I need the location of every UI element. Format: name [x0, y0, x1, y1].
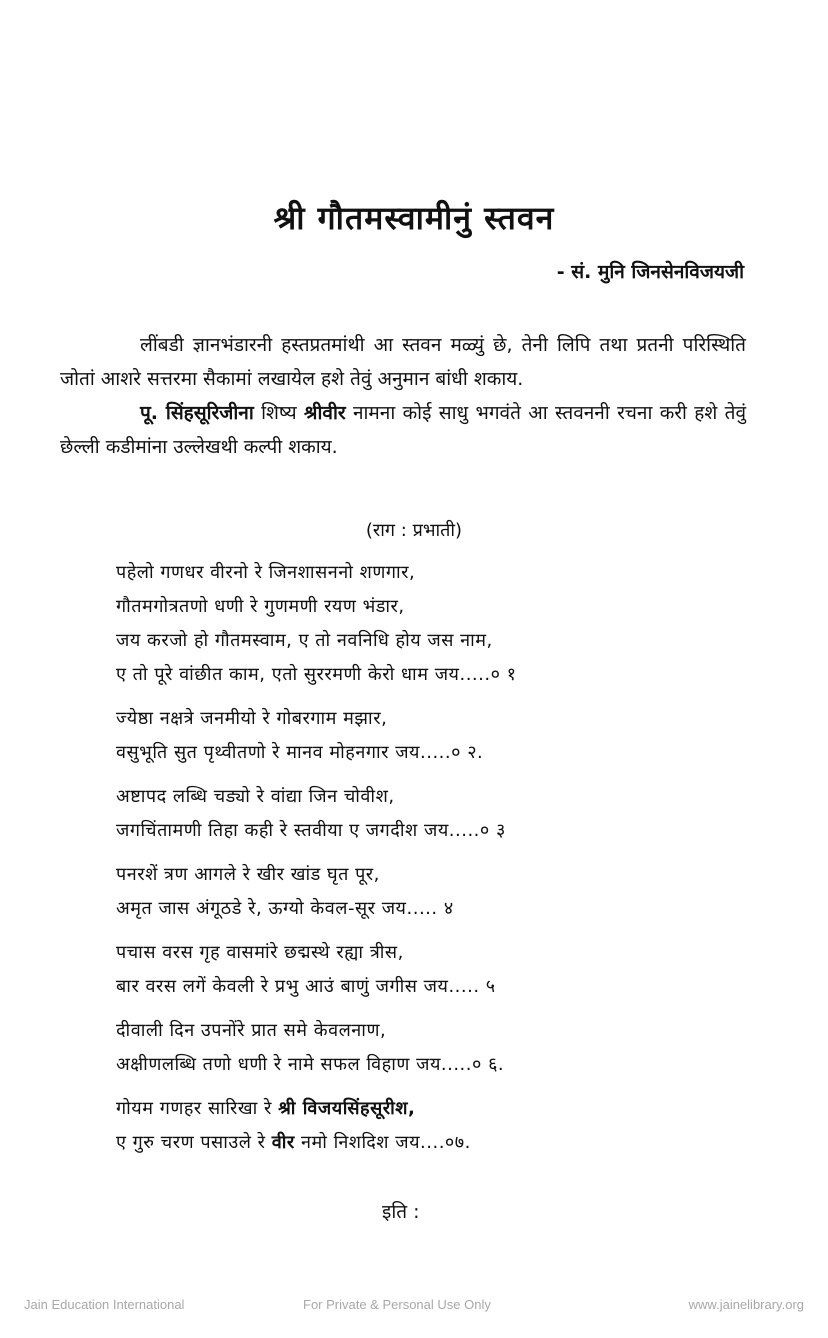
intro-text	[60, 328, 746, 464]
verse-line: जय करजो हो गौतमस्वाम, ए तो नवनिधि होय जस नाम,	[116, 630, 493, 651]
footer-publisher: Jain Education International	[24, 1297, 185, 1312]
verse-line: पनरशें त्रण आगले रे खीर खांड घृत पूर,	[116, 864, 380, 885]
footer-usage-notice: For Private & Personal Use Only	[303, 1297, 491, 1312]
intro-paragraph-2: पू. सिंहसूरिजीना शिष्य श्रीवीर नामना कोई साधु भगवंते आ स्तवननी रचना करी हशे तेवुं छेल्ली कडीमांना उल्लेखथी कल्पी शकाय.	[60, 402, 747, 458]
verse-line: वसुभूति सुत पृथ्वीतणो रे मानव मोहनगार जय.....० २.	[116, 742, 484, 763]
verse-line: अमृत जास अंगूठडे रे, ऊग्यो केवल-सूर जय..... ४	[116, 898, 454, 919]
stanza-4	[116, 858, 756, 926]
verse-line: बार वरस लगें केवली रे प्रभु आउं बाणुं जगीस जय..... ५	[116, 976, 496, 997]
stanza-2	[116, 702, 756, 770]
verse-line: अक्षीणलब्धि तणो धणी रे नामे सफल विहाण जय.....० ६.	[116, 1054, 505, 1075]
verse-line: गौतमगोत्रतणो धणी रे गुणमणी रयण भंडार,	[116, 596, 405, 617]
page-footer	[0, 1297, 828, 1317]
stanza-6	[116, 1014, 756, 1082]
verse-line: पचास वरस गृह वासमांरे छद्मस्थे रह्या त्रीस,	[116, 942, 404, 963]
stanza-3	[116, 780, 756, 848]
intro-paragraph-1: लींबडी ज्ञानभंडारनी हस्तप्रतमांथी आ स्तवन मळ्युं छे, तेनी लिपि तथा प्रतनी परिस्थिति जोतां आशरे सत्तरमा सैकामां लखायेल हशे तेवुं अनुमान बांधी शकाय.	[60, 334, 746, 390]
verse-line: ए गुरु चरण पसाउले रे वीर नमो निशदिश जय....०७.	[116, 1132, 471, 1153]
author-credit: - सं. मुनि जिनसेनविजयजी	[556, 261, 744, 283]
acharya-name: श्री विजयसिंहसूरीश,	[278, 1098, 416, 1119]
raga-label: (राग : प्रभाती)	[365, 520, 463, 541]
verse-line: गोयम गणहर सारिखा रे श्री विजयसिंहसूरीश,	[116, 1098, 416, 1119]
verse-line: ज्येष्ठा नक्षत्रे जनमीयो रे गोबरगाम मझार,	[116, 708, 388, 729]
stanza-1	[116, 556, 756, 692]
verse-line: अष्टापद लब्धि चड्यो रे वांद्या जिन चोवीश,	[116, 786, 395, 807]
stanza-7	[116, 1092, 756, 1160]
verse-line: पहेलो गणधर वीरनो रे जिनशासननो शणगार,	[116, 562, 416, 583]
hymn-verses	[116, 556, 756, 1170]
verse-line: ए तो पूरे वांछीत काम, एतो सुररमणी केरो धाम जय.....० १	[116, 664, 517, 685]
poet-name: वीर	[271, 1132, 295, 1153]
footer-website: www.jainelibrary.org	[688, 1297, 804, 1312]
closing-text: इति :	[382, 1201, 420, 1223]
page-title: श्री गौतमस्वामीनुं स्तवन	[273, 199, 555, 237]
verse-line: दीवाली दिन उपनोंरे प्रात समे केवलनाण,	[116, 1020, 387, 1041]
verse-line: जगचिंतामणी तिहा कही रे स्तवीया ए जगदीश जय.....० ३	[116, 820, 506, 841]
stanza-5	[116, 936, 756, 1004]
guru-name: पू. सिंहसूरिजीना	[140, 402, 254, 424]
disciple-name: श्रीवीर	[304, 402, 346, 424]
